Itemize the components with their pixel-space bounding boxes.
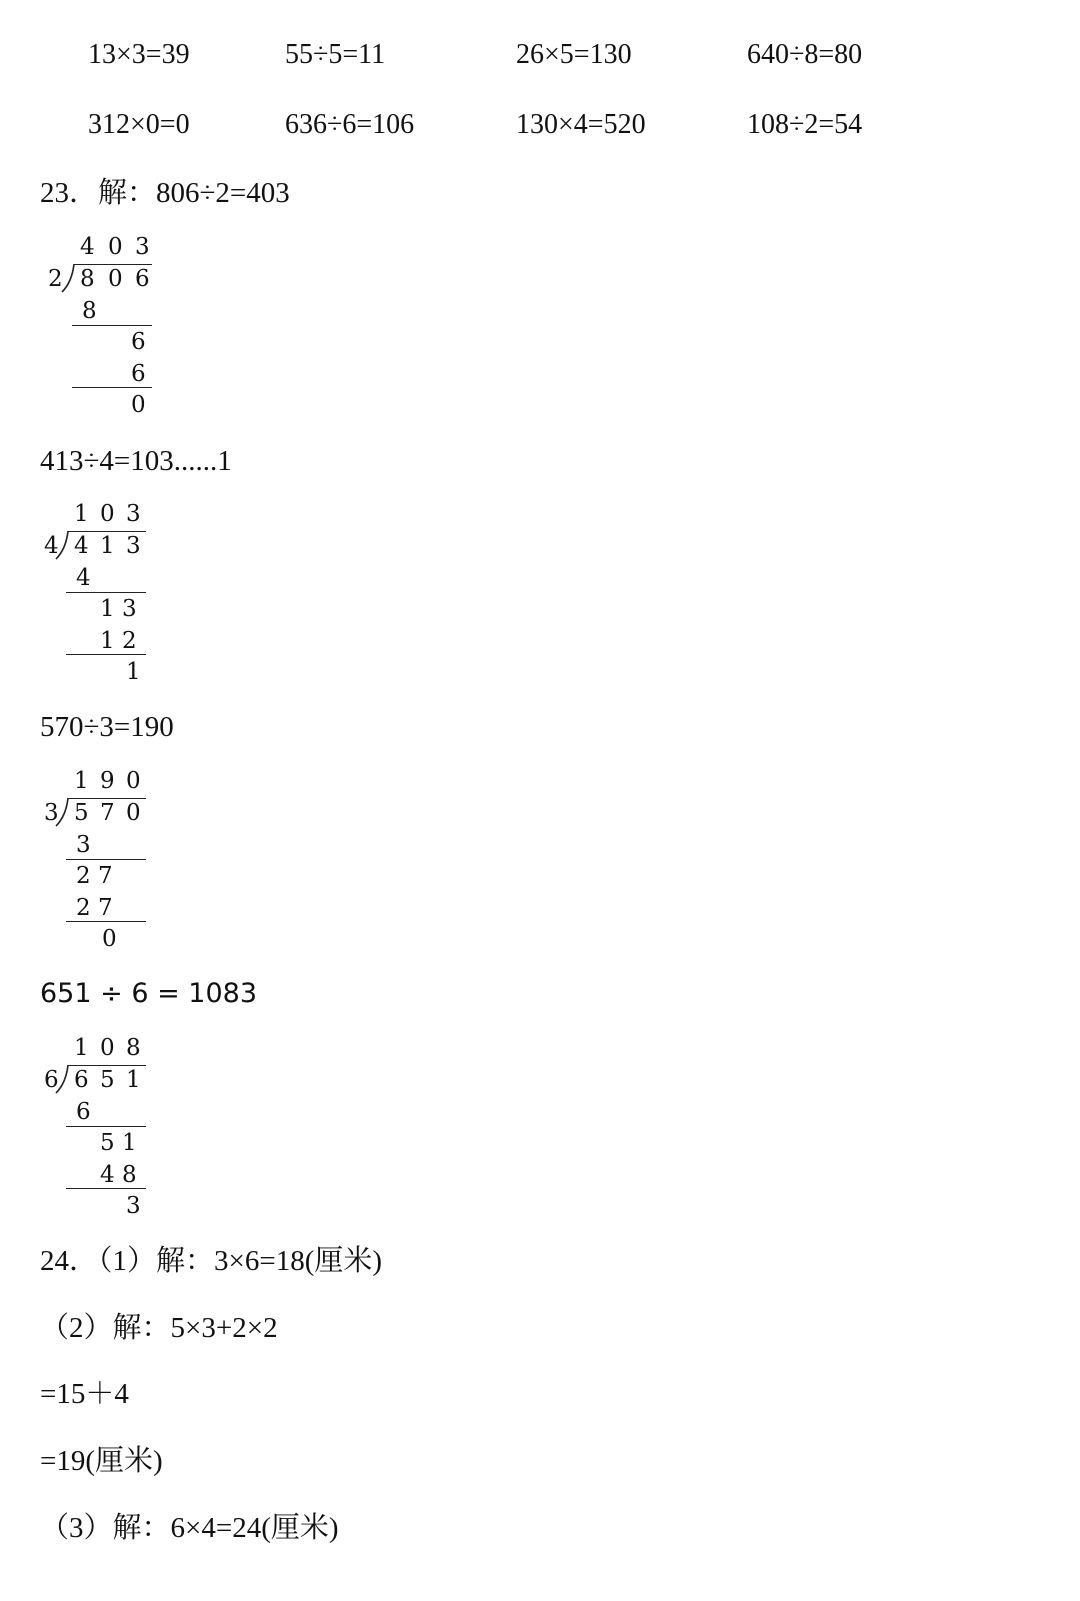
remainder: 1 xyxy=(126,659,141,685)
quotient-digit: 3 xyxy=(135,234,150,260)
quotient-digit: 8 xyxy=(126,1035,141,1061)
quotient-digit: 0 xyxy=(126,768,141,794)
divisor: 3 xyxy=(44,800,59,826)
q23-equation-3: 570÷3=190 xyxy=(40,711,174,743)
divisor: 4 xyxy=(44,533,59,559)
working-row: 1 3 xyxy=(100,596,137,622)
dividend-digit: 6 xyxy=(74,1067,89,1093)
equation-1-1: 13×3=39 xyxy=(88,39,190,70)
subtraction-line xyxy=(66,1188,146,1189)
remainder: 0 xyxy=(102,926,117,952)
quotient-digit: 1 xyxy=(74,1035,89,1061)
equation-1-2: 55÷5=11 xyxy=(285,39,386,70)
long-division-806-by-2 xyxy=(44,232,164,422)
division-bar xyxy=(74,264,152,265)
quotient-digit: 1 xyxy=(74,768,89,794)
quotient-digit: 3 xyxy=(126,501,141,527)
subtraction-line xyxy=(66,1126,146,1127)
quotient-digit: 0 xyxy=(108,234,123,260)
quotient-digit: 1 xyxy=(74,501,89,527)
equation-2-1: 312×0=0 xyxy=(88,109,190,140)
q23-equation-2: 413÷4=103......1 xyxy=(40,445,232,477)
subtraction-line xyxy=(72,325,152,326)
equation-1-4: 640÷8=80 xyxy=(747,39,863,70)
division-bar xyxy=(68,531,146,532)
dividend-digit: 1 xyxy=(100,533,115,559)
dividend-digit: 6 xyxy=(135,266,150,292)
working-row: 4 8 xyxy=(100,1162,137,1188)
dividend-digit: 3 xyxy=(126,533,141,559)
quotient-digit: 0 xyxy=(100,501,115,527)
divisor: 2 xyxy=(48,266,63,292)
subtraction-line xyxy=(66,859,146,860)
subtraction-line xyxy=(66,921,146,922)
q23-label: 23．解：806÷2=403 xyxy=(40,177,290,209)
working-row: 2 7 xyxy=(76,895,113,921)
remainder: 3 xyxy=(126,1193,141,1219)
equation-2-2: 636÷6=106 xyxy=(285,109,415,140)
division-bar xyxy=(68,1065,146,1066)
q24-line-3: =15＋4 xyxy=(40,1378,129,1410)
working-row: 8 xyxy=(82,298,97,324)
q24-line-4: =19(厘米) xyxy=(40,1445,163,1477)
dividend-digit: 7 xyxy=(100,800,115,826)
working-row: 6 xyxy=(131,329,146,355)
working-row: 3 xyxy=(76,832,91,858)
quotient-digit: 9 xyxy=(100,768,115,794)
working-row: 5 1 xyxy=(100,1130,137,1156)
dividend-digit: 5 xyxy=(100,1067,115,1093)
q24-line-5: （3）解：6×4=24(厘米) xyxy=(40,1512,339,1544)
division-bar xyxy=(68,798,146,799)
remainder: 0 xyxy=(131,392,146,418)
working-row: 2 7 xyxy=(76,863,113,889)
working-row: 1 2 xyxy=(100,628,137,654)
long-division-651-by-6 xyxy=(44,1033,164,1223)
equation-2-3: 130×4=520 xyxy=(516,109,646,140)
dividend-digit: 1 xyxy=(126,1067,141,1093)
dividend-digit: 0 xyxy=(126,800,141,826)
dividend-digit: 8 xyxy=(80,266,95,292)
divisor: 6 xyxy=(44,1067,59,1093)
q24-line-1: 24．（1）解：3×6=18(厘米) xyxy=(40,1245,383,1277)
quotient-digit: 4 xyxy=(80,234,95,260)
working-row: 6 xyxy=(131,361,146,387)
equation-2-4: 108÷2=54 xyxy=(747,109,863,140)
working-row: 4 xyxy=(76,565,91,591)
quotient-digit: 0 xyxy=(100,1035,115,1061)
equation-1-3: 26×5=130 xyxy=(516,39,632,70)
division-bracket xyxy=(62,264,78,294)
q23-equation-4: 651 ÷ 6 = 1083 xyxy=(40,978,258,1009)
working-row: 6 xyxy=(76,1099,91,1125)
dividend-digit: 4 xyxy=(74,533,89,559)
q24-line-2: （2）解：5×3+2×2 xyxy=(40,1312,278,1344)
subtraction-line xyxy=(72,387,152,388)
subtraction-line xyxy=(66,592,146,593)
long-division-413-by-4 xyxy=(44,499,164,689)
subtraction-line xyxy=(66,654,146,655)
dividend-digit: 0 xyxy=(108,266,123,292)
long-division-570-by-3 xyxy=(44,766,164,956)
dividend-digit: 5 xyxy=(74,800,89,826)
